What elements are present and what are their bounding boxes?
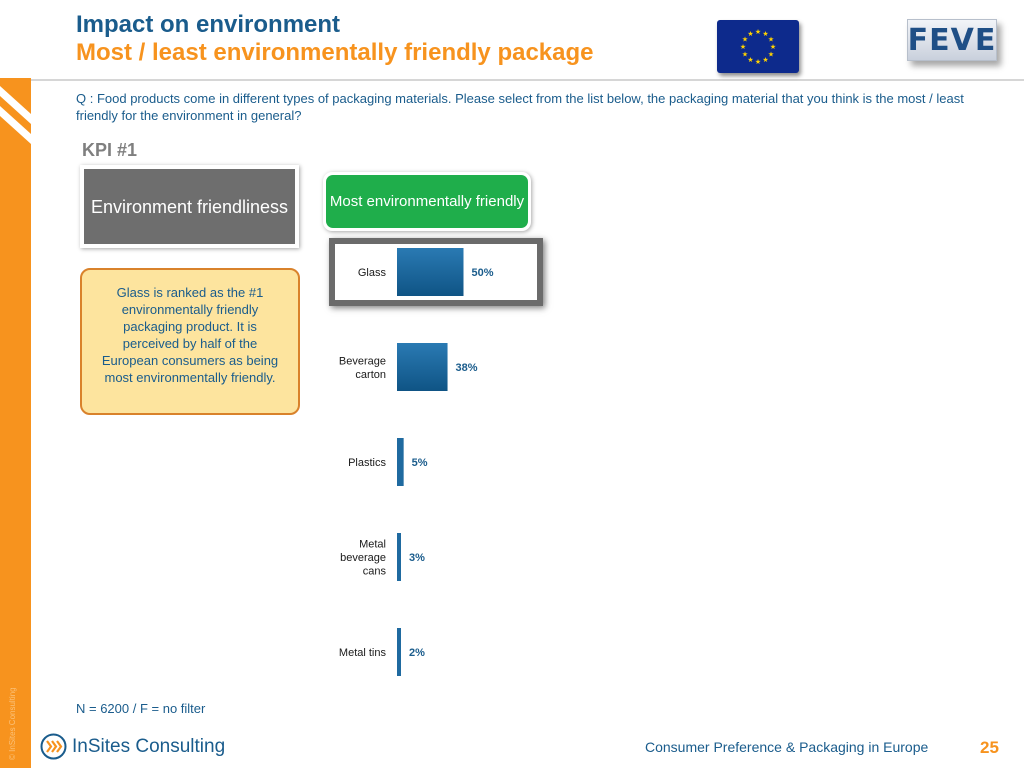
page-subtitle: Most / least environmentally friendly package [76, 39, 594, 66]
category-label: Beverage [338, 355, 386, 368]
deck-title: Consumer Preference & Packaging in Europe [645, 739, 929, 755]
category-label: Metal tins [338, 647, 386, 659]
category-label: Glass [357, 267, 386, 279]
eu-star-icon: ★ [754, 28, 762, 36]
eu-star-icon: ★ [767, 35, 775, 44]
bar-metal-beverage-cans [397, 533, 401, 581]
eu-star-icon: ★ [739, 43, 747, 51]
value-label: 50% [471, 267, 494, 279]
insites-logo-text: InSites Consulting [72, 735, 226, 757]
insites-logo-icon [40, 733, 67, 760]
title-divider [31, 79, 1024, 81]
eu-flag-icon [717, 20, 799, 73]
bar-beverage-carton [397, 343, 448, 391]
glass-highlight-frame [329, 238, 543, 306]
bar-metal-tins [397, 628, 401, 676]
survey-question: Q : Food products come in different types of packaging materials. Please select from the list below, the packaging material that you think is the most / least friendly for the environment in general? [76, 91, 964, 123]
eu-star-icon: ★ [769, 43, 777, 51]
side-bar [0, 0, 31, 768]
eu-star-icon: ★ [762, 30, 769, 39]
eu-star-icon: ★ [767, 50, 775, 59]
eu-star-icon: ★ [747, 30, 754, 39]
feve-logo [907, 19, 997, 61]
eu-star-icon: ★ [741, 50, 749, 59]
eu-star-icon: ★ [741, 35, 749, 44]
chart-title-box [323, 172, 531, 231]
category-label: cans [362, 565, 386, 578]
page-number: 25 [980, 738, 999, 757]
copyright: © InSites Consulting [8, 687, 17, 760]
category-label: Metal [359, 538, 386, 551]
environment-friendliness-label: Environment friendliness [84, 169, 295, 244]
value-label: 5% [411, 457, 428, 469]
eu-star-icon: ★ [747, 55, 754, 64]
value-label: 38% [455, 362, 478, 374]
eu-star-icon: ★ [762, 55, 769, 64]
feve-logo-text: FEVE [907, 22, 997, 58]
bar-plastics [397, 438, 404, 486]
environment-friendliness-box [80, 165, 299, 248]
kpi-label: KPI #1 [82, 140, 138, 160]
eu-star-icon: ★ [754, 58, 762, 66]
chart-title: Most environmentally friendly [326, 175, 528, 228]
category-label: beverage [340, 552, 386, 564]
category-label: Plastics [348, 457, 386, 469]
value-label: 3% [409, 552, 425, 564]
category-label: carton [355, 368, 386, 381]
value-label: 2% [409, 647, 425, 659]
page-title: Impact on environment [76, 11, 341, 38]
insight-note: Glass is ranked as the #1 environmentally friendly packaging product. It is perceived by half of the European consumers as being most environmentally friendly. [80, 268, 300, 415]
side-bar-stripes [0, 78, 31, 148]
insites-logo [40, 733, 225, 760]
sample-size-note: N = 6200 / F = no filter [76, 701, 206, 716]
side-bar-top [0, 0, 31, 78]
